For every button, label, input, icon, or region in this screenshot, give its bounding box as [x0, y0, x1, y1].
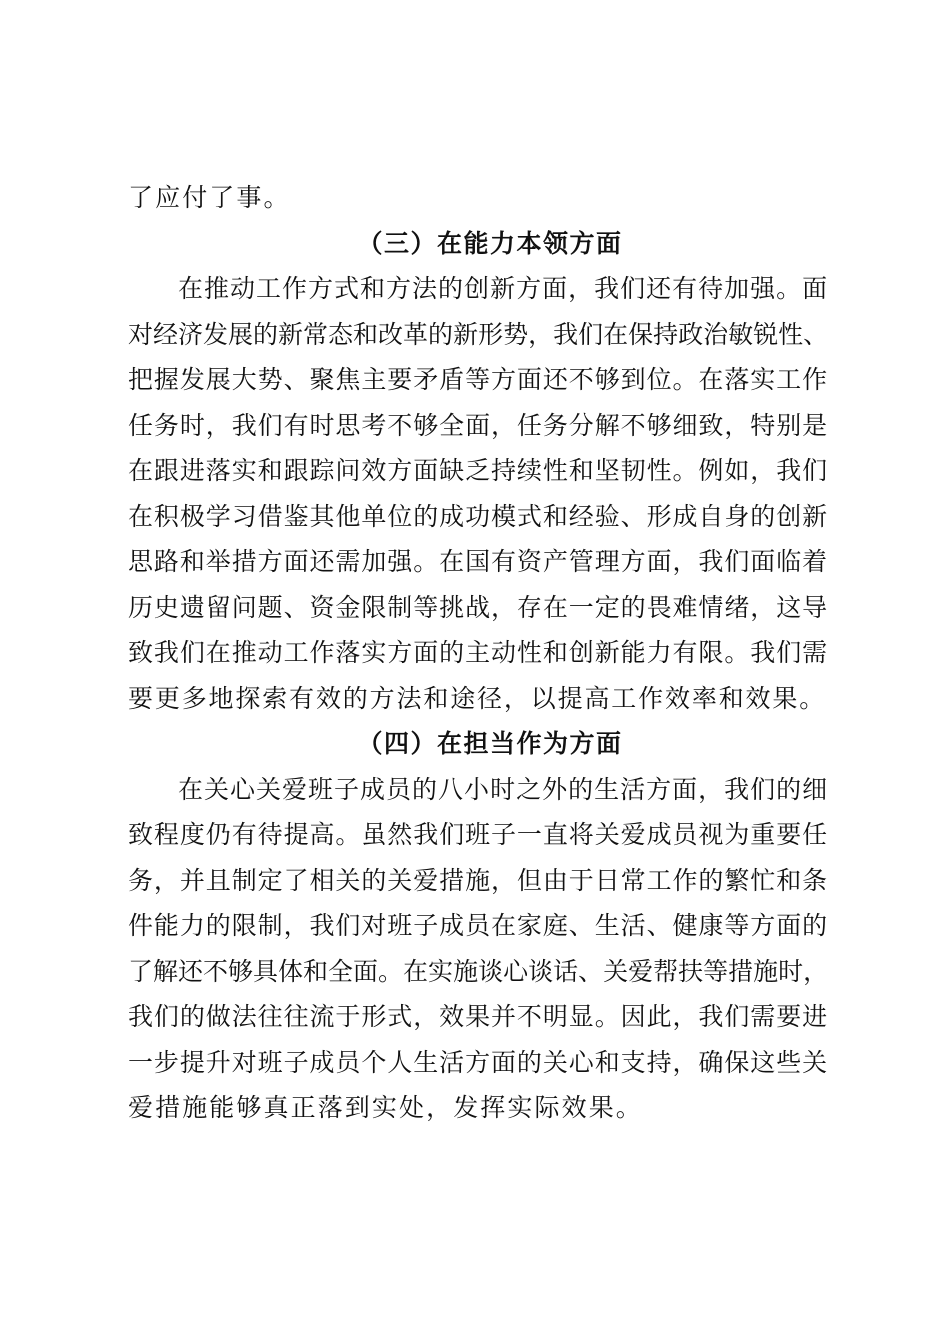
paragraph-line: 思路和举措方面还需加强。在国有资产管理方面，我们面临着 [128, 547, 828, 576]
paragraph-line: 务，并且制定了相关的关爱措施，但由于日常工作的繁忙和条 [128, 865, 828, 895]
document-body [128, 175, 828, 1131]
paragraph-line: 任务时，我们有时思考不够全面，任务分解不够细致，特别是 [128, 410, 828, 440]
paragraph-line: 把握发展大势、聚焦主要矛盾等方面还不够到位。在落实工作 [128, 365, 828, 394]
paragraph-line: 在关心关爱班子成员的八小时之外的生活方面，我们的细 [178, 774, 828, 804]
paragraph-line: 件能力的限制，我们对班子成员在家庭、生活、健康等方面的 [128, 911, 828, 940]
paragraph-line: 一步提升对班子成员个人生活方面的关心和支持，确保这些关 [128, 1047, 828, 1077]
paragraph-line: 致我们在推动工作落实方面的主动性和创新能力有限。我们需 [128, 638, 828, 667]
paragraph-line: 在跟进落实和跟踪问效方面缺乏持续性和坚韧性。例如，我们 [128, 456, 828, 485]
paragraph-line: 致程度仍有待提高。虽然我们班子一直将关爱成员视为重要任 [128, 820, 828, 849]
paragraph-line: 在推动工作方式和方法的创新方面，我们还有待加强。面 [178, 274, 828, 303]
paragraph-line: 在积极学习借鉴其他单位的成功模式和经验、形成自身的创新 [128, 501, 828, 531]
paragraph-line: 了解还不够具体和全面。在实施谈心谈话、关爱帮扶等措施时， [128, 956, 828, 986]
paragraph-line: 我们的做法往往流于形式，效果并不明显。因此，我们需要进 [128, 1002, 828, 1031]
paragraph-line: 对经济发展的新常态和改革的新形势，我们在保持政治敏锐性、 [128, 319, 828, 349]
section-heading-responsibility: （四）在担当作为方面 [357, 729, 623, 758]
section-heading-ability: （三）在能力本领方面 [357, 228, 623, 258]
paragraph-line: 历史遗留问题、资金限制等挑战，存在一定的畏难情绪，这导 [128, 592, 828, 622]
paragraph-line: 爱措施能够真正落到实处，发挥实际效果。 [128, 1093, 643, 1122]
paragraph-line: 了应付了事。 [128, 183, 291, 212]
paragraph-line: 要更多地探索有效的方法和途径，以提高工作效率和效果。 [128, 683, 827, 713]
